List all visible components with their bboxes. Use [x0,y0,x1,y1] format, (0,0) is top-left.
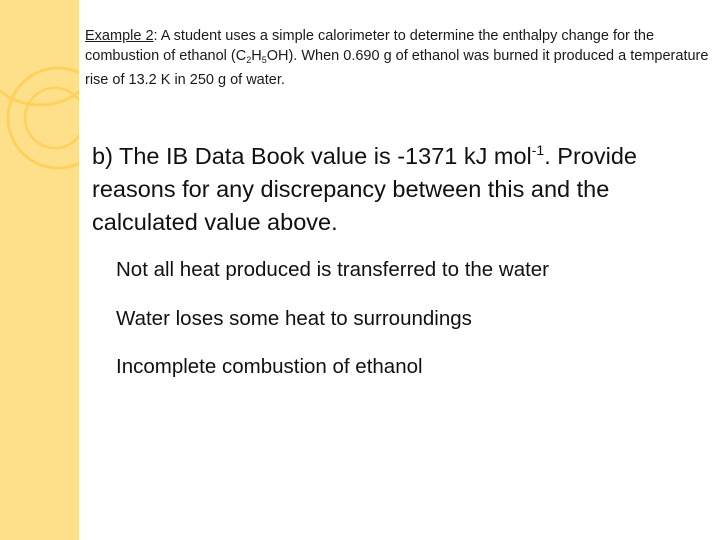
answer-item: Not all heat produced is transferred to the water [116,258,550,281]
example-text [85,26,715,90]
example-text-part: H [251,48,262,64]
example-label: Example 2 [85,28,154,44]
answer-item: Water loses some heat to surroundings [116,307,472,330]
answer-item: Incomplete combustion of ethanol [116,355,423,378]
decorative-circles [0,0,79,540]
subscript-2: 2 [246,55,252,65]
example-text-part: OH). When 0.690 g of ethanol was burned it produced a temperature rise of 13.2 K in 250 g of water. [85,48,709,88]
subscript-5: 5 [261,55,267,65]
superscript-minus-1: -1 [531,142,545,158]
example-text-part: : A student uses a simple calorimeter to determine the enthalpy change for the combustion of ethanol (C [85,28,655,64]
question-text [92,134,717,239]
decor-circle-medium [8,68,79,168]
question-text-part: b) The IB Data Book value is -1371 kJ mol [92,143,532,169]
question-text-part: . Provide reasons for any discrepancy between this and the calculated value above. [92,143,637,235]
